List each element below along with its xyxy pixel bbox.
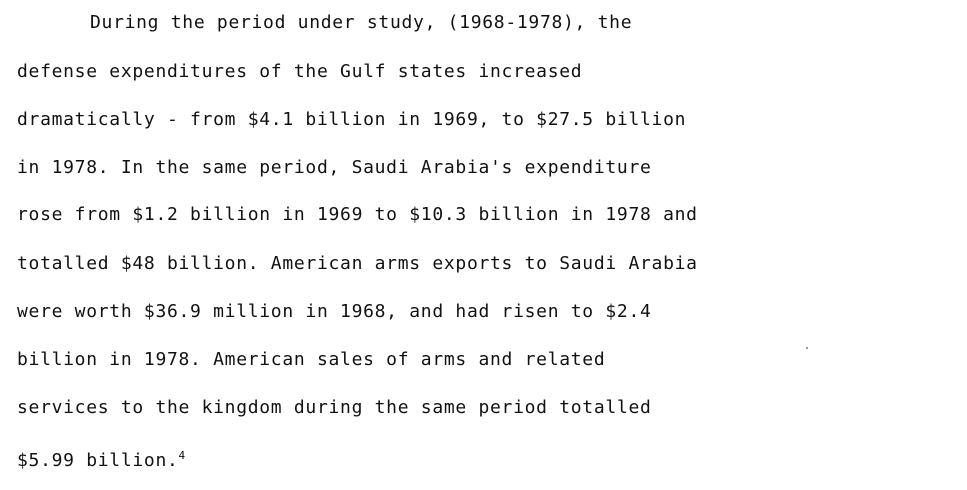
text-line-2: defense expenditures of the Gulf states increased <box>17 61 583 82</box>
text-line-8: billion in 1978. American sales of arms and related <box>17 349 606 370</box>
text-line-6: totalled $48 billion. American arms exports to Saudi Arabia <box>17 253 698 274</box>
text-line-3: dramatically - from $4.1 billion in 1969, to $27.5 billion <box>17 109 687 130</box>
text-line-5: rose from $1.2 billion in 1969 to $10.3 billion in 1978 and <box>17 204 698 225</box>
scan-speck <box>806 347 808 349</box>
last-line-text: $5.99 billion. <box>17 450 179 471</box>
footnote-marker: 4 <box>178 449 186 462</box>
text-line-10 <box>17 445 185 472</box>
text-line-4: in 1978. In the same period, Saudi Arabia's expenditure <box>17 157 652 178</box>
text-line-1: During the period under study, (1968-1978), the <box>90 12 633 33</box>
text-line-7: were worth $36.9 million in 1968, and had risen to $2.4 <box>17 301 652 322</box>
text-line-9: services to the kingdom during the same period totalled <box>17 397 652 418</box>
